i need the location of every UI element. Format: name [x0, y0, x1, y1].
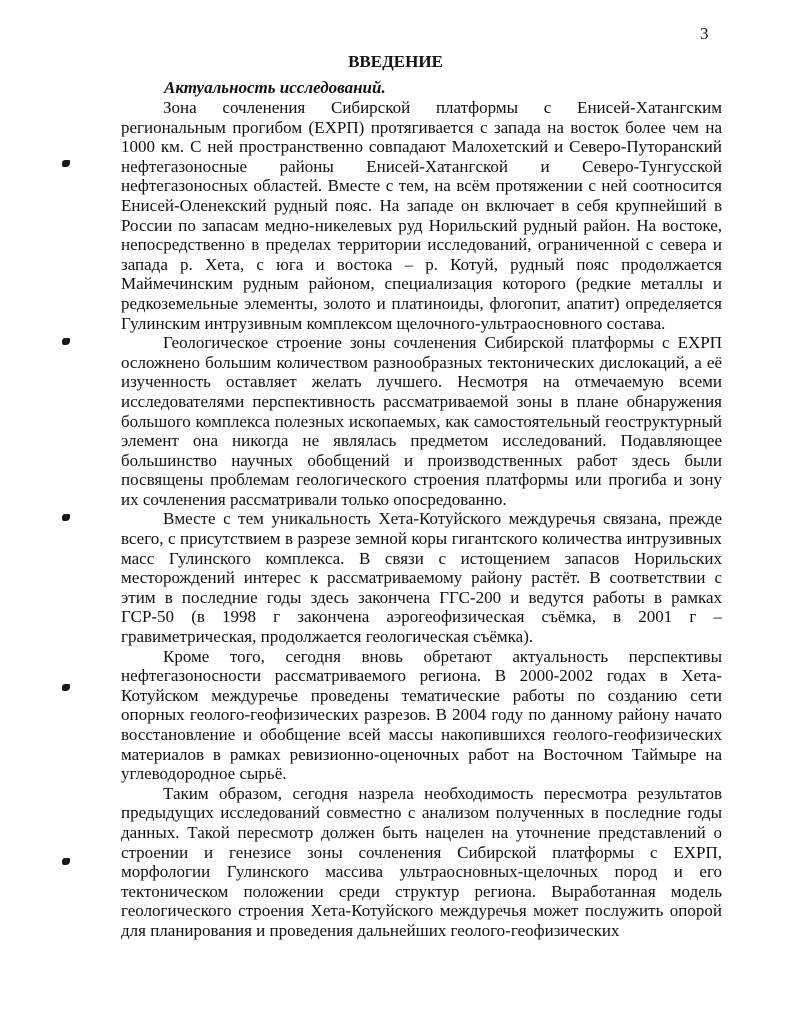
paragraph-2: Геологическое строение зоны сочленения Сибирской платформы с ЕХРП осложнено большим количеством разнообразных тектонических дислокаций, а её изученность оставляет желать лучшего. Несмотря на отмечаемую всеми исследователями перспективность рассматриваемой зоны в плане обнаружения большого комплекса полезных ископаемых, как самостоятельный геоструктурный элемент она никогда не являлась предметом исследований. Подавляющее большинство научных обобщений и производственных работ здесь были посвящены проблемам геологического строения платформы или прогиба и зону их сочленения рассматривали только опосредованно. [121, 333, 722, 509]
paragraph-3: Вместе с тем уникальность Хета-Котуйского междуречья связана, прежде всего, с присутствием в разрезе земной коры гигантского количества интрузивных масс Гулинского комплекса. В связи с истощением запасов Норильских месторождений интерес к рассматриваемому району растёт. В соответствии с этим в последние годы здесь закончена ГГС-200 и ведутся работы в рамках ГСР-50 (в 1998 г закончена аэрогеофизическая съёмка, в 2001 г – гравиметрическая, продолжается геологическая съёмка). [121, 509, 722, 647]
paragraph-1: Зона сочленения Сибирской платформы с Енисей-Хатангским региональным прогибом (ЕХРП) протягивается с запада на восток более чем на 1000 км. С ней пространственно совпадают Малохетский и Северо-Путоранский нефтегазоносные районы Енисей-Хатангской и Северо-Тунгусской нефтегазоносных областей. Вместе с тем, на всём протяжении с ней соотносится Енисей-Оленекский рудный пояс. На западе он включает в себя крупнейший в России по запасам медно-никелевых руд Норильский рудный район. На востоке, непосредственно в пределах территории исследований, ограниченной с севера и запада р. Хета, с юга и востока – р. Котуй, рудный пояс продолжается Маймечинским рудным районом, специализация которого (редкие металлы и редкоземельные элементы, золото и платиноиды, флогопит, апатит) определяется Гулинским интрузивным комплексом щелочного-ультраосновного состава. [121, 98, 722, 333]
scan-speck [62, 338, 70, 345]
paragraph-4: Кроме того, сегодня вновь обретают актуальность перспективы нефтегазоносности рассматриваемого региона. В 2000-2002 годах в Хета-Котуйском междуречье проведены тематические работы по созданию сети опорных геолого-геофизических разрезов. В 2004 году по данному району начато восстановление и обобщение всей массы накопившихся геолого-геофизических материалов в рамках ревизионно-оценочных работ на Восточном Таймыре на углеводородное сырьё. [121, 646, 722, 784]
scan-speck [62, 684, 70, 691]
page-title: ВВЕДЕНИЕ [348, 52, 443, 71]
section-subtitle: Актуальность исследований. [164, 78, 386, 97]
scan-speck [62, 514, 70, 521]
scan-speck [62, 160, 70, 167]
page-number: 3 [700, 24, 709, 43]
scan-speck [62, 858, 70, 865]
body-text [121, 98, 722, 941]
paragraph-5: Таким образом, сегодня назрела необходимость пересмотра результатов предыдущих исследований совместно с анализом полученных в последние годы данных. Такой пересмотр должен быть нацелен на уточнение представлений о строении и генезисе зоны сочленения Сибирской платформы с ЕХРП, морфологии Гулинского массива ультраосновных-щелочных пород и его тектоническом положении среди структур региона. Выработанная модель геологического строения Хета-Котуйского междуречья может послужить опорой для планирования и проведения дальнейших геолого-геофизических [121, 783, 722, 940]
